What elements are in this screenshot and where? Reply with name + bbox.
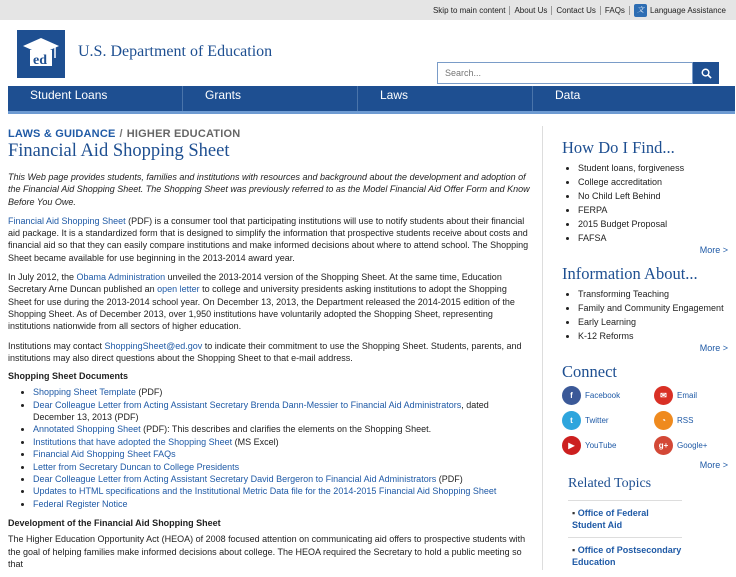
info-heading: Information About... (562, 264, 698, 283)
column-divider (542, 126, 543, 570)
related-topics (562, 476, 734, 574)
paragraph-1: Financial Aid Shopping Sheet (PDF) is a consumer tool that participating institutions will use to notify students about their financial aid package. It is a standardized form that is designed to simplify the information that prospective students receive about costs and financial aid so that they can easily compare institutions and make informed decisions about where to attend school. The Shopping Sheet became available for use beginning in the 2013-2014 award year. (8, 215, 529, 263)
doc-link[interactable]: Financial Aid Shopping Sheet FAQs (33, 449, 176, 460)
search-form (437, 62, 719, 84)
obama-administration-link[interactable]: Obama Administration (76, 272, 166, 283)
doc-link[interactable]: Dear Colleague Letter from Acting Assistant Secretary David Bergeron to Financial Aid Administrators (33, 474, 437, 484)
email-link[interactable]: ✉ Email (654, 386, 734, 405)
info-more-link[interactable]: More > (699, 343, 728, 353)
ed-logo[interactable] (17, 30, 65, 78)
list-item[interactable]: • No Child Left Behind (578, 189, 734, 203)
list-item (33, 485, 530, 497)
main-nav (8, 86, 735, 114)
related-topic-ope[interactable]: ▪ Office of Postsecondary Education (568, 537, 682, 574)
twitter-link[interactable]: t Twitter (562, 411, 654, 430)
list-item (33, 498, 530, 510)
about-link[interactable]: About Us (510, 6, 552, 15)
facebook-link[interactable]: f Facebook (562, 386, 654, 405)
doc-link[interactable]: Institutions that have adopted the Shopping Sheet (33, 436, 233, 447)
documents-heading: Shopping Sheet Documents (8, 371, 129, 382)
language-assistance-link[interactable]: 文 Language Assistance (630, 4, 730, 17)
rss-icon: ◔ (654, 411, 673, 430)
list-item[interactable]: • FERPA (578, 203, 734, 217)
googleplus-icon: g+ (654, 436, 673, 455)
list-item[interactable]: • 2015 Budget Proposal (578, 217, 734, 231)
list-item[interactable]: • College accreditation (578, 175, 734, 189)
list-item[interactable]: • FAFSA (578, 231, 734, 245)
nav-grants[interactable]: Grants (183, 86, 358, 111)
find-more-link[interactable]: More > (699, 245, 728, 255)
list-item: • Annotated Shopping Sheet (PDF): This describes and clarifies the elements on the Shopping Sheet. (33, 423, 530, 435)
faqs-link[interactable]: FAQs (601, 6, 630, 15)
connect-more-link[interactable]: More > (699, 460, 728, 470)
sidebar (562, 138, 734, 574)
facebook-icon: f (562, 386, 581, 405)
info-list (562, 287, 734, 343)
youtube-icon: ▶ (562, 436, 581, 455)
list-item (33, 448, 530, 460)
list-item[interactable]: • Family and Community Engagement (578, 301, 734, 315)
doc-link[interactable]: Dear Colleague Letter from Acting Assistant Secretary Brenda Dann-Messier to Financial Aid Administrators (33, 399, 462, 410)
language-icon: 文 (634, 4, 647, 17)
email-icon: ✉ (654, 386, 673, 405)
doc-link[interactable]: Annotated Shopping Sheet (33, 424, 141, 435)
list-item[interactable]: • K-12 Reforms (578, 329, 734, 343)
youtube-link[interactable]: ▶ YouTube (562, 436, 654, 455)
intro-paragraph: This Web page provides students, families and institutions with resources and background about the development and adoption of the Financial Aid Shopping Sheet. The Shopping Sheet was previously referred to as the Model Financial Aid Offer Form and Know Before You Owe. (8, 172, 530, 207)
email-link[interactable]: ShoppingSheet@ed.gov (104, 340, 203, 351)
related-heading: Related Topics (568, 476, 652, 491)
search-input[interactable] (437, 62, 693, 84)
connect-links (562, 386, 734, 455)
documents-list (8, 386, 530, 510)
utility-bar (0, 0, 736, 20)
list-item: • Shopping Sheet Template (PDF) (33, 386, 530, 398)
skip-link[interactable]: Skip to main content (429, 6, 510, 15)
doc-link[interactable]: Letter from Secretary Duncan to College Presidents (33, 461, 240, 472)
list-item[interactable]: • Student loans, forgiveness (578, 161, 734, 175)
connect-heading: Connect (562, 362, 617, 381)
doc-link[interactable]: Updates to HTML specifications and the Institutional Metric Data file for the 2014-2015 Financial Aid Shopping Sheet (33, 486, 497, 497)
nav-student-loans[interactable]: Student Loans (8, 86, 183, 111)
twitter-icon: t (562, 411, 581, 430)
breadcrumb-separator: / (119, 128, 123, 140)
site-header (0, 20, 736, 86)
nav-laws[interactable]: Laws (358, 86, 533, 111)
development-heading: Development of the Financial Aid Shopping Sheet (8, 518, 221, 529)
paragraph-2: In July 2012, the Obama Administration unveiled the 2013-2014 version of the Shopping Sheet. At the same time, Education Secretary Arne Duncan published an open letter to college and university presidents asking institutions to adopt the Shopping Sheet for use during the 2013-2014 school year. On December 13, 2013, the Department released the 2014-2015 edition of the Shopping Sheet. As of December 2013, over 1,950 institutions have voluntarily adopted the Shopping Sheet, representing institutions nationwide from all sectors of higher education. (8, 272, 515, 332)
find-heading: How Do I Find... (562, 138, 675, 157)
open-letter-link[interactable]: open letter (157, 284, 200, 295)
list-item: • Dear Colleague Letter from Acting Assistant Secretary David Bergeron to Financial Aid Administrators (PDF) (33, 473, 530, 485)
mortarboard-icon (21, 34, 61, 74)
list-item (33, 461, 530, 473)
breadcrumb (8, 128, 530, 140)
search-icon (701, 68, 712, 79)
shopping-sheet-link[interactable]: Financial Aid Shopping Sheet (8, 215, 126, 226)
paragraph-4: The Higher Education Opportunity Act (HEOA) of 2008 focused attention on communicating aid offers to prospective students with the goal of helping families make informed decisions about college. The HEOA required the Secretary to hold a public meeting so that (8, 534, 526, 569)
brand-name[interactable]: U.S. Department of Education (78, 43, 273, 60)
nav-data[interactable]: Data (555, 88, 581, 102)
find-list (562, 161, 734, 245)
related-topic-fsa[interactable]: ▪ Office of Federal Student Aid (568, 500, 682, 537)
breadcrumb-current: HIGHER EDUCATION (126, 128, 241, 140)
list-item[interactable]: • Transforming Teaching (578, 287, 734, 301)
google-link[interactable]: g+ Google+ (654, 436, 734, 455)
main-content (8, 128, 530, 577)
doc-link[interactable]: Federal Register Notice (33, 498, 128, 509)
page-title: Financial Aid Shopping Sheet (8, 141, 230, 161)
contact-link[interactable]: Contact Us (552, 6, 601, 15)
rss-link[interactable]: ◔ RSS (654, 411, 734, 430)
breadcrumb-laws-guidance[interactable]: LAWS & GUIDANCE (8, 128, 116, 140)
list-item: • Institutions that have adopted the Shopping Sheet (MS Excel) (33, 436, 530, 448)
list-item: • Dear Colleague Letter from Acting Assistant Secretary Brenda Dann-Messier to Financial Aid Administrators, dated December 13, 2013 (PDF) (33, 399, 530, 424)
search-button[interactable] (693, 62, 719, 84)
paragraph-3: Institutions may contact ShoppingSheet@ed.gov to indicate their commitment to use the Shopping Sheet. Students, parents, and institutions may also direct questions about the Shopping Sheet to that e-mail address. (8, 340, 522, 363)
doc-link[interactable]: Shopping Sheet Template (33, 387, 136, 398)
list-item[interactable]: • Early Learning (578, 315, 734, 329)
svg-text:ed: ed (33, 53, 47, 68)
